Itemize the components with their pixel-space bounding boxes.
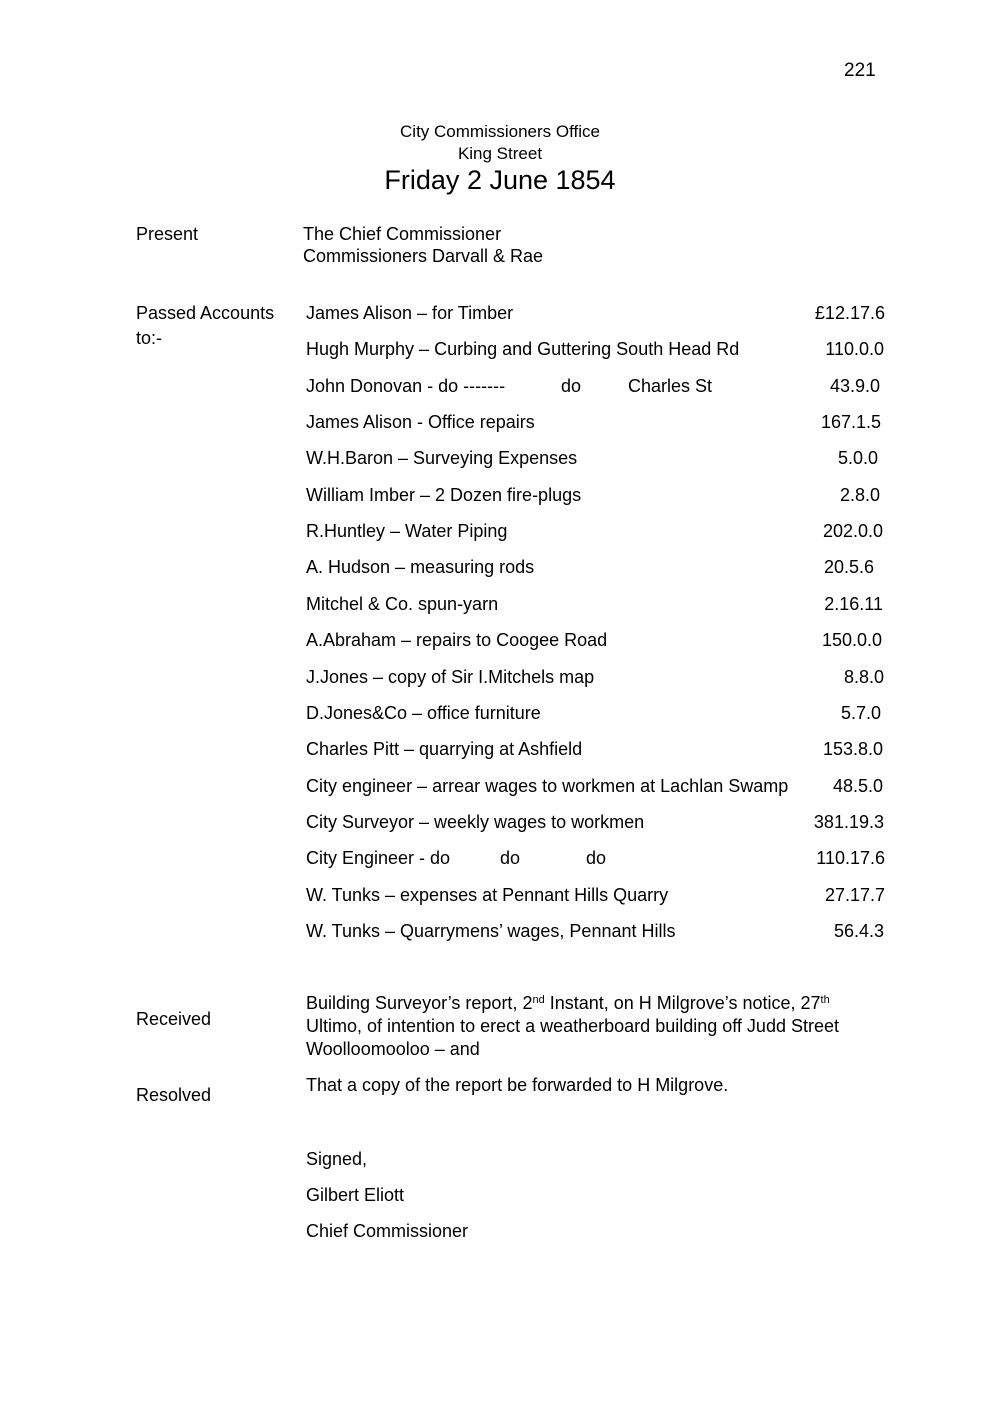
page-number: 221: [844, 60, 876, 81]
account-description: A. Hudson – measuring rods: [306, 557, 535, 577]
account-description: Charles Pitt – quarrying at Ashfield: [306, 739, 583, 759]
account-amount: 20.5.6: [823, 557, 874, 577]
account-description: City Engineer - do: [306, 848, 451, 868]
account-description-part: do: [500, 848, 521, 868]
received-text-line3: Woolloomooloo – and: [306, 1039, 480, 1059]
account-description: D.Jones&Co – office furniture: [306, 703, 541, 723]
resolved-label: Resolved: [136, 1085, 212, 1105]
account-amount: 381.19.3: [813, 812, 884, 832]
account-description: A.Abraham – repairs to Coogee Road: [306, 630, 608, 650]
received-text-line2: Ultimo, of intention to erect a weatherboard building off Judd Street: [306, 1016, 839, 1036]
account-description-part: do: [586, 848, 607, 868]
present-label: Present: [136, 224, 199, 244]
account-description: W. Tunks – expenses at Pennant Hills Quarry: [306, 885, 669, 905]
account-description: Mitchel & Co. spun-yarn: [306, 594, 499, 614]
meeting-date: Friday 2 June 1854: [384, 165, 616, 195]
present-name: The Chief Commissioner: [303, 224, 502, 244]
account-amount: 202.0.0: [822, 521, 883, 541]
account-amount: 5.0.0: [837, 448, 878, 468]
account-description: Hugh Murphy – Curbing and Guttering South Head Rd: [306, 339, 740, 359]
account-description-part: do: [561, 376, 582, 396]
account-description-part: Charles St: [628, 376, 713, 396]
office-name: City Commissioners Office: [400, 122, 600, 141]
account-amount: 2.8.0: [839, 485, 880, 505]
signatory-title: Chief Commissioner: [306, 1221, 469, 1241]
account-amount: 8.8.0: [843, 667, 884, 687]
account-description: William Imber – 2 Dozen fire-plugs: [306, 485, 582, 505]
account-amount: 110.17.6: [816, 848, 885, 868]
signatory-name: Gilbert Eliott: [306, 1185, 405, 1205]
account-description: W.H.Baron – Surveying Expenses: [306, 448, 578, 468]
account-amount: 5.7.0: [840, 703, 881, 723]
present-name: Commissioners Darvall & Rae: [303, 246, 544, 266]
account-amount: 153.8.0: [822, 739, 883, 759]
account-amount: 2.16.11: [824, 594, 883, 614]
account-description: James Alison – for Timber: [306, 303, 514, 323]
account-description: James Alison - Office repairs: [306, 412, 535, 432]
account-description: W. Tunks – Quarrymens’ wages, Pennant Hills: [306, 921, 676, 941]
signed-label: Signed,: [306, 1149, 368, 1169]
account-description: John Donovan - do -------: [306, 376, 506, 396]
resolved-text: That a copy of the report be forwarded to H Milgrove.: [306, 1075, 729, 1095]
account-amount: 48.5.0: [832, 776, 883, 796]
received-text: Building Surveyor’s report, 2nd Instant, on H Milgrove’s notice, 27th: [306, 993, 830, 1013]
account-amount: £12.17.6: [814, 303, 885, 323]
account-amount: 167.1.5: [820, 412, 881, 432]
account-amount: 56.4.3: [833, 921, 884, 941]
account-amount: 150.0.0: [821, 630, 882, 650]
street-name: King Street: [457, 144, 543, 163]
account-amount: 110.0.0: [825, 339, 884, 359]
account-amount: 27.17.7: [824, 885, 885, 905]
accounts-label: Passed Accounts: [136, 303, 275, 323]
account-description: J.Jones – copy of Sir I.Mitchels map: [306, 667, 595, 687]
account-description: City Surveyor – weekly wages to workmen: [306, 812, 645, 832]
received-label: Received: [136, 1009, 212, 1029]
account-amount: 43.9.0: [829, 376, 880, 396]
account-description: R.Huntley – Water Piping: [306, 521, 508, 541]
accounts-label-cont: to:-: [136, 328, 163, 348]
account-description: City engineer – arrear wages to workmen at Lachlan Swamp: [306, 776, 789, 796]
